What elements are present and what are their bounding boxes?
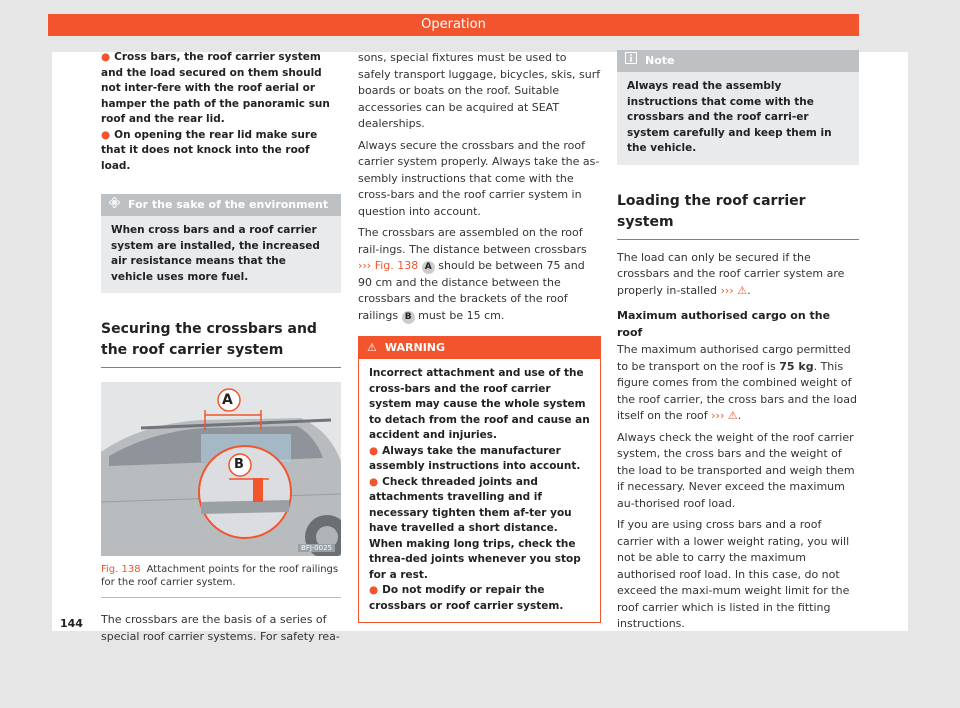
- figure-code: BFJ-0025: [298, 544, 335, 552]
- chapter-header: Operation: [48, 14, 859, 36]
- bullet-dot-icon: ●: [369, 584, 379, 596]
- bullet-item: ● Cross bars, the roof carrier system and the load secured on them should not inter-fere with the roof aerial or hamper the path of the panoramic sun roof and the rear lid.: [101, 51, 330, 125]
- warning-box-body: Incorrect attachment and use of the cross-bars and the roof carrier system may cause the whole system to detach from the roof and cause an accident and injuries. ● Always take the manufacturer assembly instructions into account. ● Check threaded joints and attachments travelling and if necessary tighten them af-ter you have travelled a short distance. When making long trips, check the threa-ded joints whenever you stop for a rest. ● Do not modify or repair the crossbars or roof carrier system.: [359, 359, 600, 622]
- figure-label-a: A: [222, 392, 233, 408]
- bullet-dot-icon: ●: [101, 128, 111, 141]
- flower-icon: [109, 194, 120, 216]
- warning-triangle-icon: ⚠: [737, 283, 748, 297]
- section-title: Loading the roof carrier system: [617, 191, 859, 240]
- environment-box: [101, 194, 341, 293]
- figure-reference-link[interactable]: ››› Fig. 138: [358, 259, 419, 272]
- column-2: [358, 50, 601, 623]
- environment-box-header: For the sake of the environment: [101, 194, 341, 216]
- bullet-dot-icon: ●: [369, 444, 379, 457]
- warning-box-header: ⚠ WARNING: [359, 337, 600, 359]
- warning-box: [358, 336, 601, 623]
- info-icon: [625, 50, 637, 72]
- body-paragraph: Always check the weight of the roof carrier system, the cross bars and the weight of the load to be transported and weigh them if necessary. Never exceed the maximum au-thorised roof load.: [617, 430, 855, 510]
- figure-caption: Fig. 138 Attachment points for the roof railings for the roof carrier system.: [101, 556, 341, 598]
- note-box-header: Note: [617, 50, 859, 72]
- environment-box-body: When cross bars and a roof carrier system are installed, the increased air resistance means that the vehicle uses more fuel.: [111, 224, 320, 283]
- page-number: 144: [60, 617, 83, 630]
- bullet-item: ● On opening the rear lid make sure that it does not knock into the roof load.: [101, 128, 318, 172]
- warning-bullet: ● Check threaded joints and attachments travelling and if necessary tighten them af-ter you have travelled a short distance. When making long trips, check the threa-ded joints whenever you stop for a rest.: [369, 475, 581, 581]
- warning-bullet: ● Always take the manufacturer assembly instructions into account.: [369, 444, 581, 472]
- figure-label-b: B: [234, 457, 244, 472]
- warning-triangle-icon: ⚠: [727, 409, 738, 422]
- warning-reference-link[interactable]: ›››: [720, 283, 734, 297]
- callout-a-icon: A: [422, 261, 435, 274]
- note-box-body: Always read the assembly instructions that come with the crossbars and the roof carri-er system carefully and keep them in the vehicle.: [627, 80, 832, 154]
- warning-reference-link[interactable]: ›››: [711, 409, 725, 422]
- body-paragraph: Always secure the crossbars and the roof carrier system properly. Always take the as-sembly instructions that come with the cross-bars and the roof carrier system in question into account.: [358, 138, 600, 218]
- body-paragraph: The crossbars are the basis of a series of special roof carrier systems. For safety rea-: [101, 613, 340, 643]
- body-paragraph: The maximum authorised cargo permitted to be transport on the roof is 75 kg. This figure comes from the combined weight of the roof carrier, the cross bars and the load itself on the roof ››› ⚠.: [617, 342, 859, 425]
- column-3: [617, 50, 859, 638]
- roof-rail-figure: [101, 382, 341, 556]
- section-title: Securing the crossbars and the roof carrier system: [101, 319, 341, 368]
- callout-b-icon: B: [402, 311, 415, 324]
- warning-bullet: ● Do not modify or repair the crossbars or roof carrier system.: [369, 584, 564, 612]
- body-paragraph: The crossbars are assembled on the roof rail-ings. The distance between crossbars ››› Fig. 138 A should be between 75 and 90 cm and the distance between the crossbars and the brackets of the roof railings B must be 15 cm.: [358, 226, 587, 322]
- body-paragraph: The load can only be secured if the crossbars and the roof carrier system are properly in-stalled ››› ⚠.: [617, 250, 859, 300]
- warning-triangle-icon: ⚠: [367, 341, 377, 354]
- column-1: [101, 50, 341, 650]
- subheading: Maximum authorised cargo on the roof: [617, 309, 831, 339]
- car-roof-illustration: [101, 382, 341, 556]
- body-paragraph: sons, special fixtures must be used to safely transport luggage, bicycles, skis, surf boards or boats on the roof. Suitable accessories can be acquired at SEAT dealerships.: [358, 51, 601, 130]
- bullet-dot-icon: ●: [101, 51, 111, 63]
- body-paragraph: If you are using cross bars and a roof carrier with a lower weight rating, you will not be able to carry the maximum authorised roof load. In this case, do not exceed the maxi-mum weight limit for the roof carrier which is listed in the fitting instructions.: [617, 518, 850, 630]
- note-box: [617, 50, 859, 165]
- bullet-dot-icon: ●: [369, 475, 379, 488]
